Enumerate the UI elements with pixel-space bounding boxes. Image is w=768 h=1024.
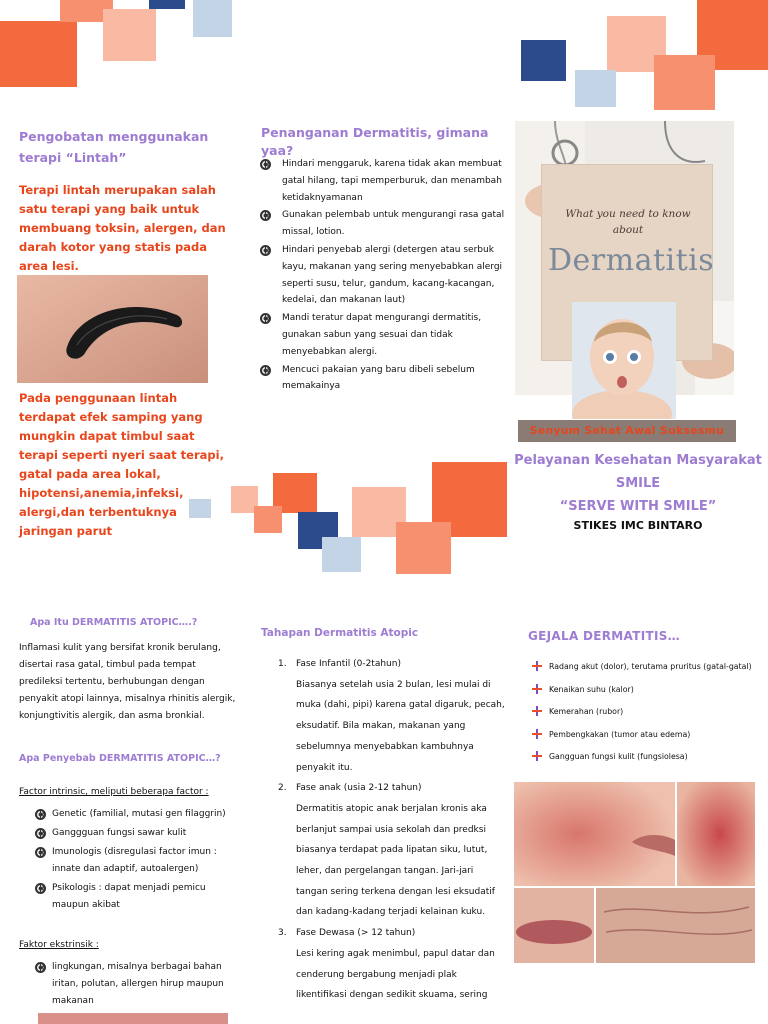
skin-photo (38, 1013, 228, 1024)
deco-square (149, 0, 185, 9)
bullet-icon (260, 365, 271, 376)
list-item: Hindari menggaruk, karena tidak akan membuat gatal hilang, tapi memperburuk, dan menambah ketidaknyamanan (260, 156, 506, 206)
deco-square (654, 55, 715, 110)
list-item: Kemerahan (rubor) (530, 705, 768, 718)
plus-icon (532, 751, 542, 761)
treatment-list (260, 156, 506, 396)
treatment-title: Penanganan Dermatitis, gimana yaa? (261, 125, 489, 158)
list-item: Radang akut (dolor), terutama pruritus (gatal-gatal) (530, 660, 768, 673)
bullet-icon (260, 245, 271, 256)
cover-subtitle: What you need to know about (565, 208, 691, 236)
deco-square (193, 0, 232, 37)
leech-therapy-title: Pengobatan menggunakan terapi “Lintah” (19, 129, 209, 165)
extrinsic-title: Faktor ekstrinsik : (19, 940, 99, 950)
bullet-icon (35, 883, 46, 894)
leech-side-effects: Pada penggunaan lintah terdapat efek samping yang mungkin dapat timbul saat terapi seperti nyeri saat terapi, gatal pada area lokal, hipotensi,anemia,infeksi, alergi,dan terbentuknya jaringan parut (19, 391, 224, 538)
stage-item: 3. Fase Dewasa (> 12 tahun) Lesi kering agak menimbul, papul datar dan cenderung bergabung menjadi plak likentifikasi dengan sedikit skuama, sering (278, 928, 495, 1001)
symptoms-title: GEJALA DERMATITIS… (528, 629, 680, 643)
causes-title: Apa Penyebab DERMATITIS ATOPIC…? (19, 753, 221, 764)
bullet-icon (260, 210, 271, 221)
deco-square (0, 21, 77, 87)
plus-icon (532, 684, 542, 694)
leech-therapy-intro: Terapi lintah merupakan salah satu terapi yang baik untuk membuang toksin, alergen, dan darah kotor yang statis pada area lesi. (19, 183, 226, 273)
cover-title: Dermatitis (548, 243, 715, 278)
list-item: Hindari penyebab alergi (detergen atau serbuk kayu, makanan yang sering menyebabkan alergi seperti susu, telur, gandum, kacang-kacangan, kedelai, dan makanan laut) (260, 242, 506, 309)
list-item: Psikologis : dapat menjadi pemicu maupun akibat (35, 880, 245, 914)
list-item: lingkungan, misalnya berbagai bahan iritan, polutan, allergen hirup maupun makanan (35, 959, 235, 1010)
organization: Pelayanan Kesehatan Masyarakat SMILE “SERVE WITH SMILE” (514, 453, 762, 514)
plus-icon (532, 729, 542, 739)
list-item: Mencuci pakaian yang baru dibeli sebelum memakainya (260, 362, 506, 396)
list-item: Gunakan pelembab untuk mengurangi rasa gatal missal, lotion. (260, 207, 506, 241)
bullet-icon (35, 847, 46, 858)
intrinsic-title: Factor intrinsic, meliputi beberapa factor : (19, 787, 209, 797)
extrinsic-list (35, 959, 235, 1012)
campus-name: STIKES IMC BINTARO (573, 519, 703, 532)
deco-square (396, 522, 451, 574)
stages-title: Tahapan Dermatitis Atopic (261, 627, 419, 639)
deco-square (575, 70, 616, 107)
plus-icon (532, 661, 542, 671)
list-item: Gangguan fungsi kulit (fungsiolesa) (530, 750, 768, 763)
list-item: Mandi teratur dapat mengurangi dermatitis, gunakan sabun yang sesuai dan tidak menyebabkan alergi. (260, 310, 506, 360)
what-is-title: Apa Itu DERMATITIS ATOPIC….? (30, 617, 198, 628)
bullet-icon (260, 313, 271, 324)
list-item: Kenaikan suhu (kalor) (530, 683, 768, 696)
tagline: Senyum Sehat Awal Suksesmu (518, 420, 736, 442)
plus-icon (532, 706, 542, 716)
what-is-text: Inflamasi kulit yang bersifat kronik berulang, disertai rasa gatal, timbul pada tempat predileksi tertentu, berhubungan dengan penyakit atopi lainnya, misalnya rhinitis alergik, konjungtivitis alergik, dan asma bronkial. (19, 643, 236, 721)
deco-square (521, 40, 566, 81)
list-item: Ganggguan fungsi sawar kulit (35, 825, 245, 842)
symptoms-list (530, 660, 768, 773)
stage-item: 1. Fase Infantil (0-2tahun) Biasanya setelah usia 2 bulan, lesi mulai di muka (dahi, pipi) karena gatal digaruk, pecah, eksudatif. Bila makan, makanan yang sebelumnya menyebabkan kambuhnya penyakit itu. (278, 659, 505, 773)
intrinsic-list (35, 806, 245, 916)
list-item: Pembengkakan (tumor atau edema) (530, 728, 768, 741)
deco-square (322, 537, 361, 572)
list-item: Genetic (familial, mutasi gen filaggrin) (35, 806, 245, 823)
bullet-icon (260, 159, 271, 170)
skin-photos (514, 782, 755, 963)
stages-list (278, 654, 506, 1006)
list-item: Imunologis (disregulasi factor imun : innate dan adaptif, autoalergen) (35, 844, 245, 878)
baby-photo (572, 302, 676, 419)
bullet-icon (35, 962, 46, 973)
stage-item: 2. Fase anak (usia 2-12 tahun) Dermatitis atopic anak berjalan kronis aka berlanjut sampai usia sekolah dan predksi biasanya terdapat pada lipatan siku, lutut, leher, dan pergelangan tangan. Jari-jari tangan sering terkena dengan lesi eksudatif dan kadang-kadang terjadi kelainan kuku. (278, 783, 495, 918)
bullet-icon (35, 809, 46, 820)
leech-photo (17, 275, 208, 383)
deco-square (103, 9, 156, 61)
deco-square (254, 506, 282, 533)
bullet-icon (35, 828, 46, 839)
